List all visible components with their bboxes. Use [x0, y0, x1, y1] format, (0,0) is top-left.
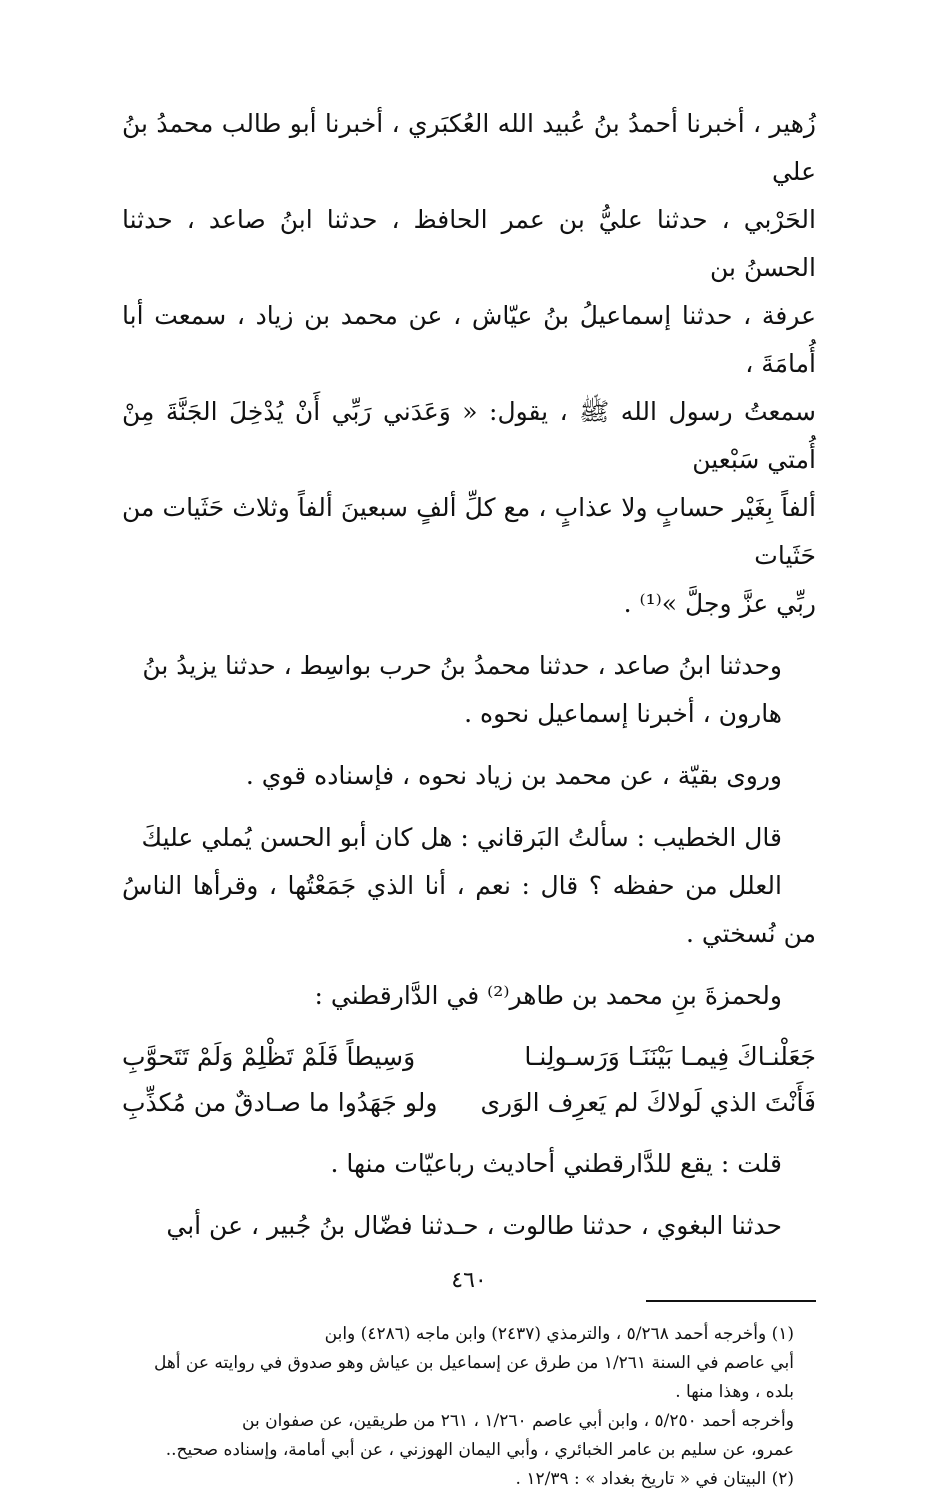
- footnote-line: وأخرجه أحمد ٥/٢٥٠ ، وابن أبي عاصم ١/٢٦٠ ، ٢٦١ من طريقين، عن صفوان بن: [242, 1411, 794, 1431]
- poem-verse: [122, 1034, 816, 1080]
- text-line: وحدثنا ابنُ صاعد ، حدثنا محمدُ بنُ حرب بواسِط ، حدثنا يزيدُ بنُ: [142, 651, 782, 680]
- footnotes: [122, 1320, 816, 1494]
- text-line: العلل من حفظه ؟ قال : نعم ، أنا الذي جَمَعْتُها ، وقرأها الناسُ من نُسختي .: [122, 871, 816, 948]
- main-text: [122, 100, 816, 1250]
- text-line: عرفة ، حدثنا إسماعيلُ بنُ عيّاش ، عن محمد بن زياد ، سمعت أبا أُمامَةَ ،: [122, 301, 816, 378]
- verse-second-hemistich: وَسِيطاً فَلَمْ تَظْلِمْ وَلَمْ تَتَحوَّبِ: [122, 1042, 416, 1071]
- text-line: قال الخطيب : سألتُ البَرقاني : هل كان أبو الحسن يُملي عليكَ: [141, 823, 782, 852]
- footnote-1-continued: [122, 1407, 816, 1465]
- footnote-divider: [646, 1300, 816, 1302]
- verse-first-hemistich: جَعَلْنـاكَ فِيمـا بَيْنَنَـا وَرَسـولِنـا: [524, 1042, 816, 1071]
- text-line: ولحمزةَ بنِ محمد بن طاهر⁽²⁾ في الدَّارقطني :: [314, 981, 782, 1010]
- text-line: ألفاً بِغَيْر حسابٍ ولا عذابٍ ، مع كلِّ ألفٍ سبعينَ ألفاً وثلاث حَثَيات من حَثَيات: [122, 493, 816, 570]
- footnote-line: بلده ، وهذا منها .: [675, 1382, 794, 1402]
- text-line: وروى بقيّة ، عن محمد بن زياد نحوه ، فإسناده قوي .: [245, 761, 782, 790]
- footnote-line: (١) وأخرجه أحمد ٥/٢٦٨ ، والترمذي (٢٤٣٧) وابن ماجه (٤٢٨٦) وابن: [324, 1324, 794, 1344]
- paragraph-khatib: [122, 814, 816, 958]
- paragraph-second-chain: [122, 642, 816, 738]
- paragraph-baqiyya: [122, 752, 816, 800]
- poem-verse: [122, 1080, 816, 1126]
- poem: [122, 1034, 816, 1126]
- text-line: حدثنا البغوي ، حدثنا طالوت ، حـدثنا فضّال بنُ جُبير ، عن أبي: [166, 1211, 782, 1240]
- verse-second-hemistich: ولو جَهَدُوا ما صـادقٌ من مُكذِّبِ: [122, 1088, 438, 1117]
- footnote-line: أبي عاصم في السنة ١/٢٦١ من طرق عن إسماعيل بن عياش وهو صدوق في روايته عن أهل: [153, 1353, 794, 1373]
- text-line: زُهير ، أخبرنا أحمدُ بنُ عُبيد الله العُكبَري ، أخبرنا أبو طالب محمدُ بنُ علي: [122, 109, 816, 186]
- footnote-line: عمرو، عن سليم بن عامر الخبائري ، وأبي اليمان الهوزني ، عن أبي أمامة، وإسناده صحيح..: [165, 1440, 794, 1460]
- footnote-line: (٢) البيتان في « تاريخ بغداد » : ١٢/٣٩ .: [515, 1469, 794, 1489]
- paragraph-rubaiyat: [122, 1140, 816, 1188]
- verse-first-hemistich: فَأَنْتَ الذي لَولاكَ لم يَعرِف الوَرى: [480, 1088, 816, 1117]
- footnote-2: [122, 1465, 816, 1494]
- paragraph-hamza: [122, 972, 816, 1020]
- text-line: ربِّي عزَّ وجلَّ »⁽¹⁾ .: [623, 589, 816, 618]
- text-line: الحَرْبي ، حدثنا عليُّ بن عمر الحافظ ، حدثنا ابنُ صاعد ، حدثنا الحسنُ بن: [122, 205, 816, 282]
- text-line: قلت : يقع للدَّارقطني أحاديث رباعيّات منها .: [330, 1149, 782, 1178]
- text-line: سمعتُ رسول الله ﷺ ، يقول: « وَعَدَني رَبِّي أَنْ يُدْخِلَ الجَنَّةَ مِنْ أُمتي سَبْعين: [122, 397, 816, 474]
- paragraph-baghawi: [122, 1202, 816, 1250]
- footnote-1: [122, 1320, 816, 1407]
- paragraph-hadith-chain: [122, 100, 816, 628]
- page-number: ٤٦٠: [451, 1268, 487, 1293]
- text-line: هارون ، أخبرنا إسماعيل نحوه .: [464, 699, 782, 728]
